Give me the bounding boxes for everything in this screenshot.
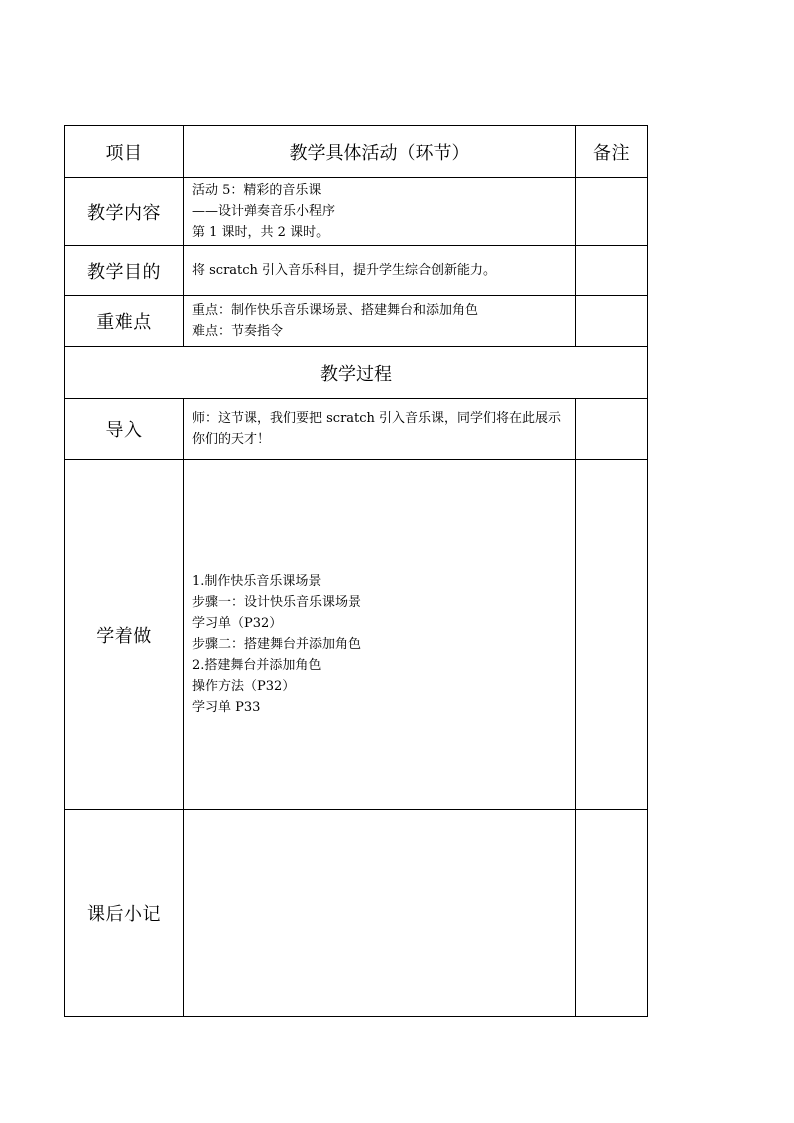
lesson-plan-table <box>64 125 648 1017</box>
learn-do-line-1: 1.制作快乐音乐课场景 <box>192 574 322 589</box>
teaching-content-line-1: 活动 5：精彩的音乐课 <box>192 183 322 198</box>
learn-do-line-2: 步骤一：设计快乐音乐课场景 <box>192 595 362 610</box>
learn-do-line-4: 步骤二：搭建舞台并添加角色 <box>192 637 362 652</box>
intro-label: 导入 <box>65 399 184 460</box>
header-item: 项目 <box>65 126 184 178</box>
intro-row <box>65 399 648 460</box>
teaching-goal-line-1: 将 scratch 引入音乐科目，提升学生综合创新能力。 <box>192 263 497 278</box>
header-remarks: 备注 <box>576 126 648 178</box>
teaching-content-row <box>65 178 648 246</box>
teaching-content-line-3: 第 1 课时，共 2 课时。 <box>192 225 330 240</box>
teaching-goal-row <box>65 246 648 296</box>
header-row <box>65 126 648 178</box>
key-points-remarks <box>576 296 648 347</box>
key-points-row <box>65 296 648 347</box>
key-points-label: 重难点 <box>65 296 184 347</box>
intro-cell <box>184 399 576 460</box>
after-class-notes-row <box>65 810 648 1017</box>
after-class-notes-cell <box>184 810 576 1017</box>
learn-do-steps <box>192 551 569 718</box>
teaching-process-title: 教学过程 <box>65 347 648 399</box>
teaching-content-line-2: ——设计弹奏音乐小程序 <box>192 204 336 219</box>
after-class-notes-label: 课后小记 <box>65 810 184 1017</box>
teaching-content-remarks <box>576 178 648 246</box>
header-activity: 教学具体活动（环节） <box>184 126 576 178</box>
key-points-line-2: 难点：节奏指令 <box>192 324 284 339</box>
intro-line-1: 师：这节课，我们要把 scratch 引入音乐课，同学们将在此展示你们的天才！ <box>192 411 562 447</box>
teaching-goal-remarks <box>576 246 648 296</box>
learn-do-line-3: 学习单（P32） <box>192 616 283 631</box>
teaching-goal-label: 教学目的 <box>65 246 184 296</box>
teaching-content-cell <box>184 178 576 246</box>
teaching-content-label: 教学内容 <box>65 178 184 246</box>
teaching-goal-cell <box>184 246 576 296</box>
learn-do-cell <box>184 460 576 810</box>
learn-do-line-6: 操作方法（P32） <box>192 679 296 694</box>
key-points-cell <box>184 296 576 347</box>
learn-do-line-5: 2.搭建舞台并添加角色 <box>192 658 322 673</box>
learn-do-line-7: 学习单 P33 <box>192 700 261 715</box>
learn-do-remarks <box>576 460 648 810</box>
after-class-notes-remarks <box>576 810 648 1017</box>
teaching-process-row <box>65 347 648 399</box>
learn-do-row <box>65 460 648 810</box>
key-points-line-1: 重点：制作快乐音乐课场景、搭建舞台和添加角色 <box>192 303 479 318</box>
learn-do-label: 学着做 <box>65 460 184 810</box>
intro-remarks <box>576 399 648 460</box>
